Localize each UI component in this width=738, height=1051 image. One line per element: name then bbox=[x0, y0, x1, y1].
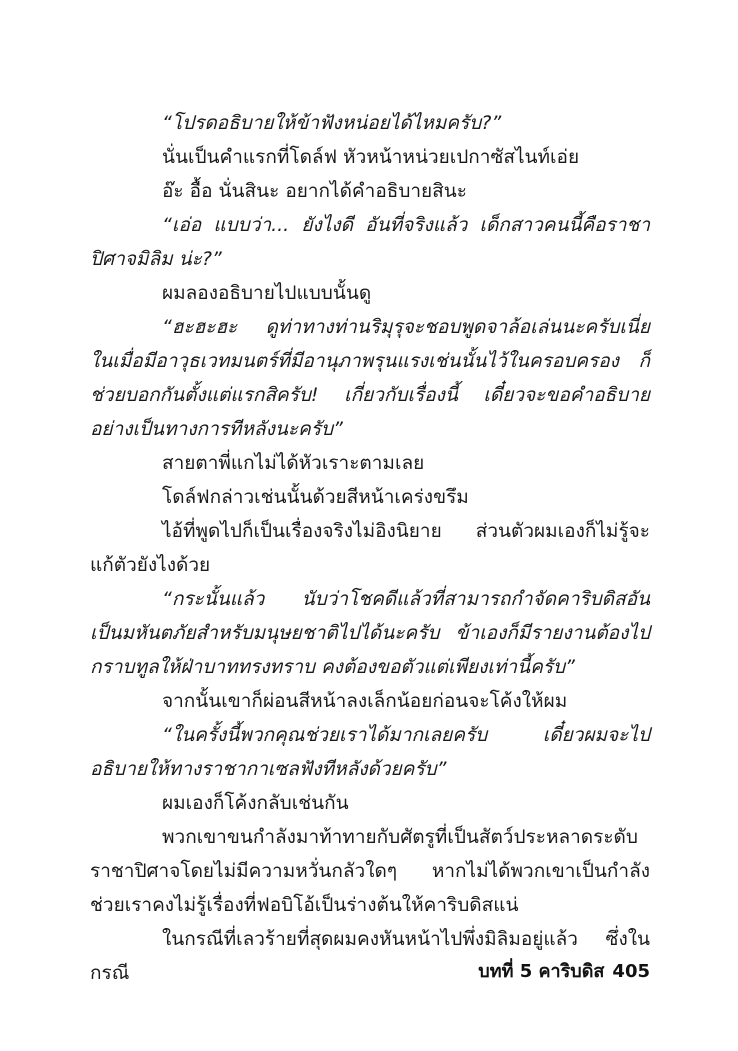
paragraph: สายตาพี่แกไม่ได้หัวเราะตามเลย bbox=[162, 452, 425, 474]
paragraph: จากนั้นเขาก็ผ่อนสีหน้าลงเล็กน้อยก่อนจะโค้งให้ผม bbox=[162, 690, 568, 712]
paragraph: ไอ้ที่พูดไปก็เป็นเรื่องจริงไม่อิงนิยาย ส่วนตัวผมเองก็ไม่รู้จะแก้ตัวยังไงด้วย bbox=[90, 520, 650, 576]
page-body bbox=[90, 106, 650, 990]
paragraph: “โปรดอธิบายให้ข้าฟังหน่อยได้ไหมครับ?” bbox=[162, 112, 502, 134]
paragraph: พวกเขาขนกำลังมาท้าทายกับศัตรูที่เป็นสัตว์ประหลาดระดับราชาปิศาจโดยไม่มีความหวั่นกลัวใดๆ หากไม่ได้พวกเขาเป็นกำลังช่วยเราคงไม่รู้เรื่องที่ฟอบิโอ้เป็นร่างต้นให้คาริบดิสแน่ bbox=[90, 826, 650, 916]
page-number: 405 bbox=[612, 961, 650, 982]
paragraph: โดล์ฟกล่าวเช่นนั้นด้วยสีหน้าเคร่งขรึม bbox=[162, 486, 469, 508]
paragraph: ในกรณีที่เลวร้ายที่สุดผมคงหันหน้าไปพึ่งมิลิมอยู่แล้ว ซึ่งในกรณี bbox=[90, 928, 650, 984]
paragraph: อ๊ะ อื้อ นั่นสินะ อยากได้คำอธิบายสินะ bbox=[162, 180, 467, 202]
paragraph: ผมลองอธิบายไปแบบนั้นดู bbox=[162, 282, 372, 304]
paragraph: “กระนั้นแล้ว นับว่าโชคดีแล้วที่สามารถกำจัดคาริบดิสอันเป็นมหันตภัยสำหรับมนุษยชาติไปได้นะครับ ข้าเองก็มีรายงานต้องไปกราบทูลให้ฝ่าบาททรงทราบ คงต้องขอตัวแต่เพียงเท่านี้ครับ” bbox=[90, 588, 650, 678]
paragraph: นั่นเป็นคำแรกที่โดล์ฟ หัวหน้าหน่วยเปกาซัสไนท์เอ่ย bbox=[162, 146, 580, 168]
paragraph: “ฮะฮะฮะ ดูท่าทางท่านริมุรุจะชอบพูดจาล้อเล่นนะครับเนี่ย ในเมื่อมีอาวุธเวทมนตร์ที่มีอานุภาพรุนแรงเช่นนั้นไว้ในครอบครอง ก็ช่วยบอกกันตั้งแต่แรกสิครับ! เกี่ยวกับเรื่องนี้ เดี๋ยวจะขอคำอธิบายอย่างเป็นทางการทีหลังนะครับ” bbox=[90, 316, 650, 440]
chapter-title: บทที่ 5 คาริบดิส bbox=[478, 961, 605, 982]
page-footer bbox=[90, 956, 650, 985]
paragraph: “เอ่อ แบบว่า... ยังไงดี อันที่จริงแล้ว เด็กสาวคนนี้คือราชาปิศาจมิลิม น่ะ?” bbox=[90, 214, 650, 270]
paragraph: “ในครั้งนี้พวกคุณช่วยเราได้มากเลยครับ เดี๋ยวผมจะไปอธิบายให้ทางราชากาเซลฟังทีหลังด้วยครับ” bbox=[90, 724, 650, 780]
paragraph: ผมเองก็โค้งกลับเช่นกัน bbox=[162, 792, 349, 814]
